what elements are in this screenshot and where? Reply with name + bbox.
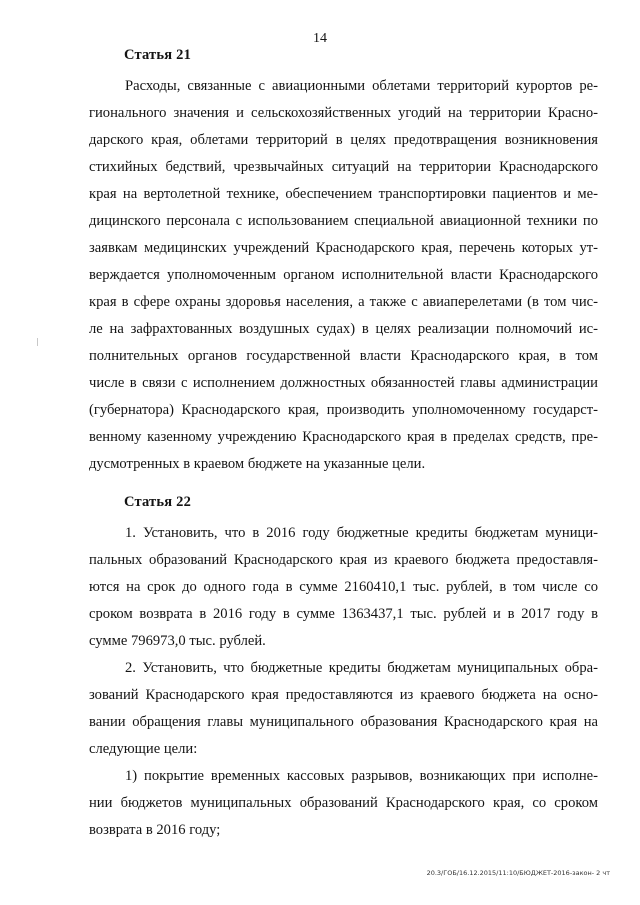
article-21-line: полнительных органов государственной власти Краснодарского края, в том [89, 348, 598, 364]
article-21-line: дусмотренных в краевом бюджете на указанные цели. [89, 456, 426, 472]
article-22-line: пальных образований Краснодарского края из краевого бюджета предоставля- [89, 552, 598, 568]
article-22-line: нии бюджетов муниципальных образований Краснодарского края, со сроком [89, 795, 598, 811]
article-21-line: венному казенному учреждению Краснодарского края в пределах средств, пре- [89, 429, 598, 445]
article-22-line: возврата в 2016 году; [89, 822, 221, 838]
article-22-line: следующие цели: [89, 741, 198, 757]
article-21-line: заявкам медицинских учреждений Краснодарского края, перечень которых ут- [89, 240, 598, 256]
article-21-title: Статья 21 [124, 47, 192, 63]
article-22-line: 1) покрытие временных кассовых разрывов, возникающих при исполне- [125, 768, 598, 784]
article-22-line: сумме 796973,0 тыс. рублей. [89, 633, 266, 649]
article-21-line: верждается уполномоченным органом исполнительной власти Краснодарского [89, 267, 598, 283]
article-21-line: края в сфере охраны здоровья населения, а также с авиаперелетами (в том чис- [89, 294, 598, 310]
article-22-line: ются на срок до одного года в сумме 2160410,1 тыс. рублей, в том числе со [89, 579, 598, 595]
article-22-line: 2. Установить, что бюджетные кредиты бюджетам муниципальных обра- [125, 660, 598, 676]
article-22-title: Статья 22 [124, 494, 192, 510]
article-22-line: вании обращения главы муниципального образования Краснодарского края на [89, 714, 598, 730]
page-number: 14 [313, 31, 327, 46]
article-21-line: гионального значения и сельскохозяйственных угодий на территории Красно- [89, 105, 598, 121]
article-22-line: зований Краснодарского края предоставляются из краевого бюджета на осно- [89, 687, 598, 703]
article-21-line: Расходы, связанные с авиационными облетами территорий курортов ре- [125, 78, 598, 94]
article-21-line: дарского края, облетами территорий в целях предотвращения возникновения [89, 132, 598, 148]
article-21-line: ле на зафрахтованных воздушных судах) в целях реализации полномочий ис- [89, 321, 598, 337]
margin-mark [37, 338, 38, 346]
article-22-line: 1. Установить, что в 2016 году бюджетные кредиты бюджетам муници- [125, 525, 598, 541]
article-21-line: (губернатора) Краснодарского края, производить уполномоченному государст- [89, 402, 598, 418]
article-21-line: числе в связи с исполнением должностных обязанностей главы администрации [89, 375, 598, 391]
article-21-line: дицинского персонала с использованием специальной авиационной техники по [89, 213, 598, 229]
article-22-line: сроком возврата в 2016 году в сумме 1363437,1 тыс. рублей и в 2017 году в [89, 606, 598, 622]
article-21-line: края на вертолетной технике, обеспечением транспортировки пациентов и ме- [89, 186, 598, 202]
footer-document-code: 20.3/ГОБ/16.12.2015/11:10/БЮДЖЕТ-2016-закон- 2 чт [426, 869, 610, 877]
article-21-line: стихийных бедствий, чрезвычайных ситуаций на территории Краснодарского [89, 159, 598, 175]
